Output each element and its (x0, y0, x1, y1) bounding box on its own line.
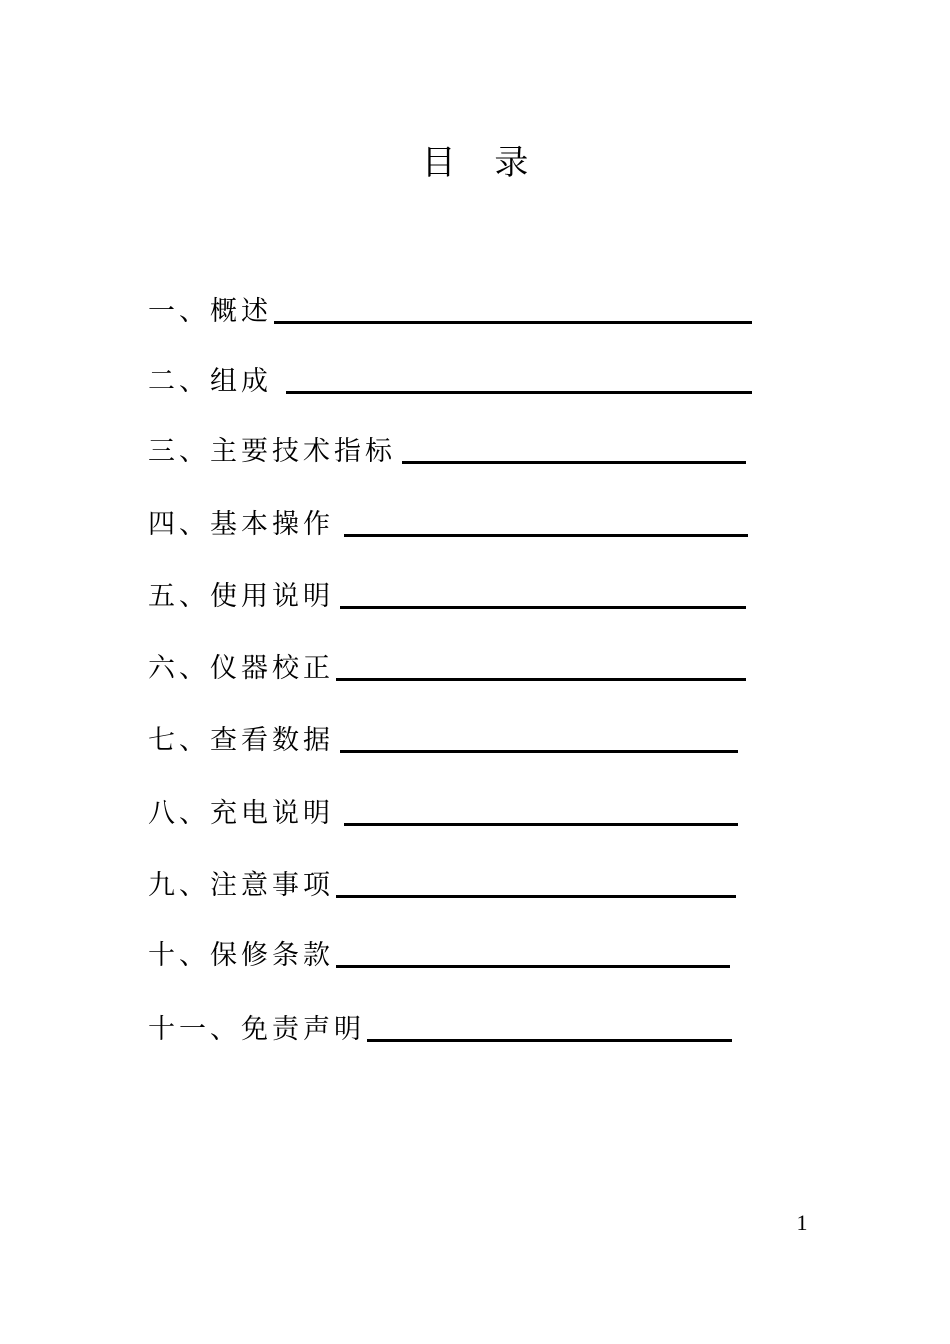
toc-entry-charging[interactable] (148, 792, 738, 832)
toc-entry-label: 三、主要技术指标 (148, 436, 396, 467)
toc-entry-label: 十、保修条款 (148, 940, 334, 971)
toc-leader-line (340, 750, 738, 753)
page-title: 目 录 (421, 143, 543, 183)
toc-entry-view-data[interactable] (148, 719, 738, 759)
toc-entry-label: 一、概述 (148, 296, 272, 327)
toc-entry-label: 九、注意事项 (148, 870, 334, 901)
toc-entry-label: 二、组成 (148, 366, 272, 397)
toc-entry-label: 五、使用说明 (148, 581, 334, 612)
toc-entry-label: 八、充电说明 (148, 798, 334, 829)
toc-leader-line (286, 391, 752, 394)
toc-leader-line (344, 534, 748, 537)
toc-leader-line (344, 823, 738, 826)
toc-leader-line (336, 678, 746, 681)
toc-entry-technical-specs[interactable] (148, 430, 746, 470)
page-number: 1 (796, 1210, 808, 1235)
toc-leader-line (336, 895, 736, 898)
toc-leader-line (367, 1039, 732, 1042)
toc-entry-label: 十一、免责声明 (148, 1014, 365, 1045)
toc-entry-composition[interactable] (148, 360, 752, 400)
toc-entry-precautions[interactable] (148, 864, 736, 904)
toc-entry-disclaimer[interactable] (148, 1008, 732, 1048)
toc-entry-basic-operation[interactable] (148, 503, 748, 543)
toc-entry-overview[interactable] (148, 290, 752, 330)
toc-leader-line (340, 606, 746, 609)
toc-entry-label: 四、基本操作 (148, 509, 334, 540)
toc-entry-label: 六、仪器校正 (148, 653, 334, 684)
toc-entry-usage-instructions[interactable] (148, 575, 746, 615)
toc-entry-warranty[interactable] (148, 934, 730, 974)
toc-leader-line (336, 965, 730, 968)
toc-entry-calibration[interactable] (148, 647, 746, 687)
toc-entry-label: 七、查看数据 (148, 725, 334, 756)
toc-leader-line (402, 461, 746, 464)
toc-leader-line (274, 321, 752, 324)
